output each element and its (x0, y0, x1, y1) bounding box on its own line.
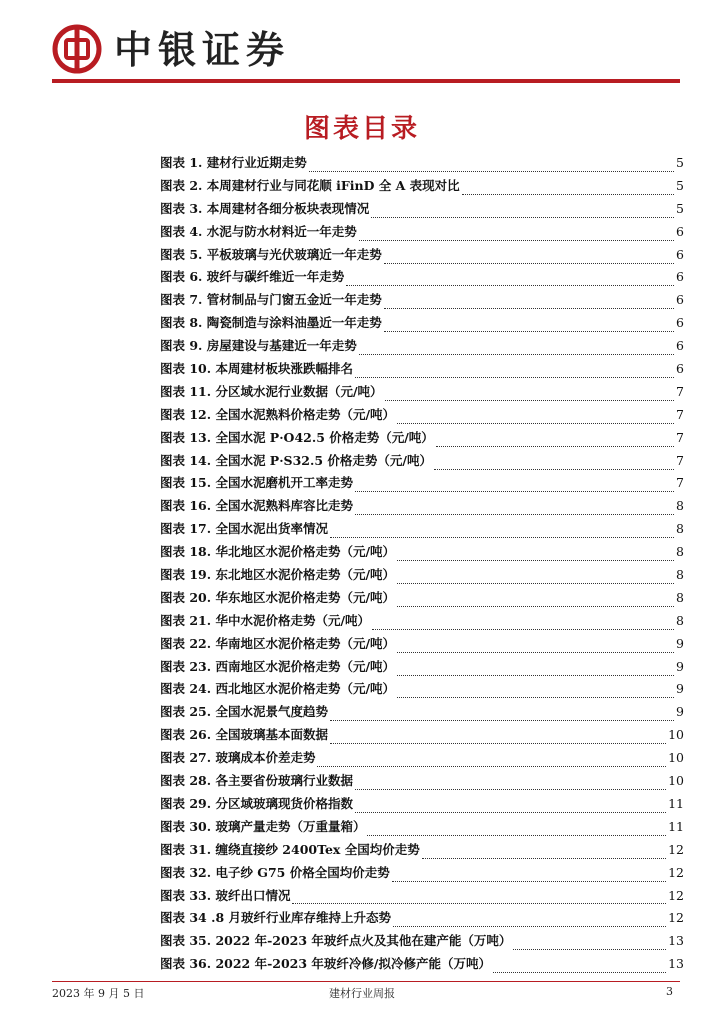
toc-entry-page[interactable]: 5 (676, 200, 684, 216)
dot-leader (292, 893, 666, 904)
toc-entry-label[interactable]: 图表 30. 玻璃产量走势（万重量箱） (160, 818, 366, 834)
toc-entry[interactable] (160, 610, 684, 633)
toc-entry[interactable] (160, 907, 684, 930)
toc-entry[interactable] (160, 541, 684, 564)
toc-entry-page[interactable]: 7 (676, 452, 684, 468)
toc-entry[interactable] (160, 472, 684, 495)
dot-leader (397, 573, 674, 584)
toc-entry[interactable] (160, 152, 684, 175)
toc-entry-label[interactable]: 图表 8. 陶瓷制造与涂料油墨近一年走势 (160, 315, 382, 331)
toc-entry-page[interactable]: 12 (668, 841, 684, 857)
dot-leader (346, 275, 674, 286)
dot-leader (384, 298, 674, 309)
dot-leader (355, 367, 674, 378)
toc-entry-page[interactable]: 5 (676, 155, 684, 170)
dot-leader (513, 939, 666, 950)
toc-entry-label[interactable]: 图表 34 .8 月玻纤行业库存维持上升态势 (160, 910, 392, 926)
toc-entry-label[interactable]: 图表 13. 全国水泥 P·O42.5 价格走势（元/吨） (160, 429, 434, 445)
toc-entry-page[interactable]: 12 (668, 864, 684, 880)
toc-entry[interactable] (160, 656, 684, 679)
toc-entry-page[interactable]: 9 (676, 635, 684, 651)
toc-entry[interactable] (160, 289, 684, 312)
toc-entry-label[interactable]: 图表 33. 玻纤出口情况 (160, 887, 291, 903)
toc-entry-page[interactable]: 8 (676, 567, 684, 583)
dot-leader (317, 756, 666, 767)
toc-entry-label[interactable]: 图表 14. 全国水泥 P·S32.5 价格走势（元/吨） (160, 452, 432, 468)
toc-entry-label[interactable]: 图表 23. 西南地区水泥价格走势（元/吨） (160, 658, 396, 674)
toc-entry-page[interactable]: 11 (668, 795, 684, 811)
toc-entry-label[interactable]: 图表 15. 全国水泥磨机开工率走势 (160, 475, 353, 491)
toc-entry[interactable] (160, 404, 684, 427)
dot-leader (330, 733, 666, 744)
dot-leader (392, 871, 666, 882)
toc-entry-page[interactable]: 7 (676, 429, 684, 445)
dot-leader (367, 825, 666, 836)
toc-entry-page[interactable]: 8 (676, 521, 684, 537)
toc-entry-page[interactable]: 10 (668, 727, 684, 743)
dot-leader (397, 665, 674, 676)
toc-entry-page[interactable]: 8 (676, 544, 684, 560)
dot-leader (397, 687, 674, 698)
dot-leader (372, 619, 674, 630)
brand-name: 中银证券 (114, 28, 291, 72)
toc-entry[interactable] (160, 427, 684, 450)
dot-leader (384, 253, 674, 264)
toc-entry-label[interactable]: 图表 25. 全国水泥景气度趋势 (160, 704, 328, 720)
toc-entry[interactable] (160, 175, 684, 198)
footer-title: 建材行业周报 (329, 987, 395, 1000)
toc-entry-label[interactable]: 图表 4. 水泥与防水材料近一年走势 (160, 223, 357, 239)
dot-leader (330, 710, 674, 721)
dot-leader (422, 848, 666, 859)
bank-of-china-logo-icon (52, 24, 102, 74)
toc-entry[interactable] (160, 358, 684, 381)
toc-entry[interactable] (160, 266, 684, 289)
toc-entry-label[interactable]: 图表 24. 西北地区水泥价格走势（元/吨） (160, 681, 396, 697)
dot-leader (355, 504, 674, 515)
toc-entry-label[interactable]: 图表 12. 全国水泥熟料价格走势（元/吨） (160, 406, 396, 422)
toc-entry[interactable] (160, 747, 684, 770)
toc-entry-page[interactable]: 9 (676, 658, 684, 674)
toc-entry[interactable] (160, 564, 684, 587)
toc-entry-label[interactable]: 图表 17. 全国水泥出货率情况 (160, 521, 328, 537)
footer-divider (52, 981, 680, 982)
toc-entry-label[interactable]: 图表 26. 全国玻璃基本面数据 (160, 727, 328, 743)
toc-entry[interactable] (160, 678, 684, 701)
toc-entry[interactable] (160, 633, 684, 656)
toc-entry[interactable] (160, 587, 684, 610)
dot-leader (397, 596, 674, 607)
toc-entry-label[interactable]: 图表 36. 2022 年-2023 年玻纤冷修/拟冷修产能（万吨） (160, 956, 491, 972)
toc-entry-page[interactable]: 6 (676, 246, 684, 262)
dot-leader (309, 161, 674, 172)
dot-leader (462, 184, 674, 195)
toc-entry-page[interactable]: 8 (676, 612, 684, 628)
toc-entry-page[interactable]: 10 (668, 773, 684, 789)
toc-entry-page[interactable]: 13 (668, 933, 684, 949)
toc-entry[interactable] (160, 450, 684, 473)
table-of-figures (160, 152, 684, 976)
dot-leader (355, 779, 666, 790)
dot-leader (434, 459, 674, 470)
toc-entry-label[interactable]: 图表 16. 全国水泥熟料库容比走势 (160, 498, 353, 514)
dot-leader (397, 642, 674, 653)
toc-entry-page[interactable]: 6 (676, 269, 684, 285)
dot-leader (359, 344, 674, 355)
dot-leader (355, 802, 666, 813)
toc-entry[interactable] (160, 839, 684, 862)
toc-entry[interactable] (160, 221, 684, 244)
dot-leader (371, 207, 674, 218)
toc-entry-label[interactable]: 图表 2. 本周建材行业与同花顺 iFinD 全 A 表现对比 (160, 177, 460, 193)
page-number: 3 (666, 985, 673, 998)
toc-entry-label[interactable]: 图表 31. 缠绕直接纱 2400Tex 全国均价走势 (160, 841, 420, 857)
toc-entry-label[interactable]: 图表 1. 建材行业近期走势 (160, 155, 307, 170)
toc-entry[interactable] (160, 885, 684, 908)
toc-entry[interactable] (160, 381, 684, 404)
toc-entry-label[interactable]: 图表 28. 各主要省份玻璃行业数据 (160, 773, 353, 789)
toc-entry[interactable] (160, 495, 684, 518)
toc-entry[interactable] (160, 793, 684, 816)
toc-entry[interactable] (160, 770, 684, 793)
toc-entry-page[interactable]: 12 (668, 910, 684, 926)
toc-entry-label[interactable]: 图表 11. 分区域水泥行业数据（元/吨） (160, 383, 383, 399)
toc-entry[interactable] (160, 198, 684, 221)
toc-entry-label[interactable]: 图表 21. 华中水泥价格走势（元/吨） (160, 612, 371, 628)
toc-entry-page[interactable]: 6 (676, 223, 684, 239)
toc-entry-page[interactable]: 9 (676, 704, 684, 720)
toc-entry[interactable] (160, 244, 684, 267)
toc-entry-label[interactable]: 图表 3. 本周建材各细分板块表现情况 (160, 200, 370, 216)
toc-entry-label[interactable]: 图表 5. 平板玻璃与光伏玻璃近一年走势 (160, 246, 382, 262)
toc-entry-page[interactable]: 9 (676, 681, 684, 697)
toc-entry[interactable] (160, 953, 684, 976)
toc-entry-label[interactable]: 图表 35. 2022 年-2023 年玻纤点火及其他在建产能（万吨） (160, 933, 512, 949)
page-title: 图表目录 (303, 114, 420, 144)
header-divider (52, 79, 680, 83)
toc-entry-label[interactable]: 图表 20. 华东地区水泥价格走势（元/吨） (160, 589, 396, 605)
toc-entry-page[interactable]: 8 (676, 589, 684, 605)
toc-entry[interactable] (160, 312, 684, 335)
dot-leader (397, 413, 674, 424)
toc-entry-label[interactable]: 图表 10. 本周建材板块涨跌幅排名 (160, 361, 353, 377)
toc-entry-page[interactable]: 10 (668, 750, 684, 766)
dot-leader (384, 321, 674, 332)
toc-entry-page[interactable]: 8 (676, 498, 684, 514)
dot-leader (385, 390, 675, 401)
toc-entry-label[interactable]: 图表 32. 电子纱 G75 价格全国均价走势 (160, 864, 390, 880)
toc-entry[interactable] (160, 724, 684, 747)
toc-entry[interactable] (160, 335, 684, 358)
toc-entry-label[interactable]: 图表 18. 华北地区水泥价格走势（元/吨） (160, 544, 396, 560)
toc-entry[interactable] (160, 701, 684, 724)
toc-entry-page[interactable]: 7 (676, 383, 684, 399)
toc-entry-label[interactable]: 图表 7. 管材制品与门窗五金近一年走势 (160, 292, 382, 308)
toc-entry-page[interactable]: 6 (676, 338, 684, 354)
header (52, 20, 680, 84)
toc-entry-page[interactable]: 7 (676, 406, 684, 422)
toc-entry-page[interactable]: 6 (676, 315, 684, 331)
toc-entry-label[interactable]: 图表 29. 分区域玻璃现货价格指数 (160, 795, 353, 811)
dot-leader (359, 230, 674, 241)
toc-entry-page[interactable]: 5 (676, 177, 684, 193)
dot-leader (397, 550, 674, 561)
toc-entry-label[interactable]: 图表 19. 东北地区水泥价格走势（元/吨） (160, 567, 396, 583)
dot-leader (355, 481, 674, 492)
toc-entry[interactable] (160, 518, 684, 541)
dot-leader (330, 527, 674, 538)
toc-entry[interactable] (160, 930, 684, 953)
footer-date: 2023 年 9 月 5 日 (52, 987, 145, 1000)
toc-entry-label[interactable]: 图表 22. 华南地区水泥价格走势（元/吨） (160, 635, 396, 651)
dot-leader (493, 962, 666, 973)
toc-entry-page[interactable]: 11 (668, 818, 684, 834)
toc-entry-label[interactable]: 图表 6. 玻纤与碳纤维近一年走势 (160, 269, 345, 285)
toc-entry-page[interactable]: 13 (668, 956, 684, 972)
toc-entry-label[interactable]: 图表 9. 房屋建设与基建近一年走势 (160, 338, 357, 354)
dot-leader (393, 916, 666, 927)
dot-leader (436, 436, 674, 447)
toc-entry-page[interactable]: 6 (676, 361, 684, 377)
toc-entry[interactable] (160, 862, 684, 885)
toc-entry-page[interactable]: 12 (668, 887, 684, 903)
toc-entry-page[interactable]: 7 (676, 475, 684, 491)
toc-entry[interactable] (160, 816, 684, 839)
toc-entry-page[interactable]: 6 (676, 292, 684, 308)
toc-entry-label[interactable]: 图表 27. 玻璃成本价差走势 (160, 750, 316, 766)
